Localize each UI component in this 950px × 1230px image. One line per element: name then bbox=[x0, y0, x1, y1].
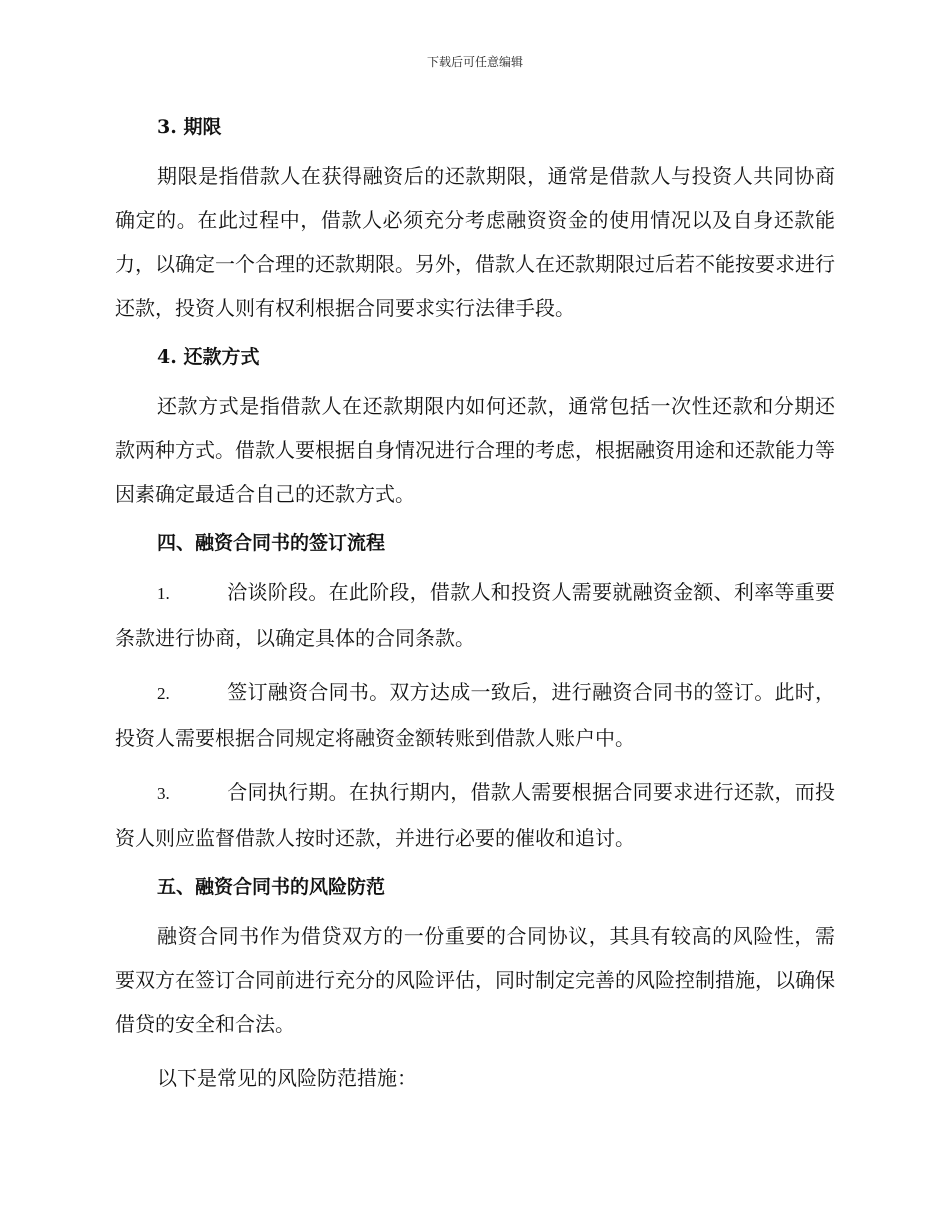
list-item-number: 2. bbox=[157, 684, 170, 703]
section-heading-risk-prevention: 五、融资合同书的风险防范 bbox=[157, 876, 386, 898]
list-item-number: 3. bbox=[157, 784, 170, 803]
section-heading-term: 3. 期限 bbox=[157, 116, 222, 138]
paragraph-risk: 融资合同书作为借贷双方的一份重要的合同协议，其具有较高的风险性，需要双方在签订合同前进行充分的风险评估，同时制定完善的风险控制措施，以确保借贷的安全和合法。 bbox=[115, 924, 835, 1036]
document-body bbox=[115, 110, 835, 1100]
list-item-text: 合同执行期。在执行期内，借款人需要根据合同要求进行还款，而投资人则应监督借款人按时还款，并进行必要的催收和追讨。 bbox=[115, 780, 835, 850]
list-item bbox=[115, 670, 835, 760]
list-item bbox=[115, 570, 835, 660]
list-item-text: 签订融资合同书。双方达成一致后，进行融资合同书的签订。此时，投资人需要根据合同规定将融资金额转账到借款人账户中。 bbox=[115, 680, 835, 750]
paragraph-term: 期限是指借款人在获得融资后的还款期限，通常是借款人与投资人共同协商确定的。在此过程中，借款人必须充分考虑融资资金的使用情况以及自身还款能力，以确定一个合理的还款期限。另外，借款人在还款期限过后若不能按要求进行还款，投资人则有权利根据合同要求实行法律手段。 bbox=[115, 164, 835, 320]
list-item-text: 洽谈阶段。在此阶段，借款人和投资人需要就融资金额、利率等重要条款进行协商，以确定具体的合同条款。 bbox=[115, 580, 835, 650]
list-item bbox=[115, 770, 835, 860]
list-item-number: 1. bbox=[157, 584, 170, 603]
paragraph-risk-intro: 以下是常见的风险防范措施： bbox=[157, 1066, 417, 1090]
page-header: 下载后可任意编辑 bbox=[426, 55, 523, 69]
paragraph-repayment: 还款方式是指借款人在还款期限内如何还款，通常包括一次性还款和分期还款两种方式。借款人要根据自身情况进行合理的考虑，根据融资用途和还款能力等因素确定最适合自己的还款方式。 bbox=[115, 394, 835, 506]
section-heading-signing-process: 四、融资合同书的签订流程 bbox=[157, 532, 386, 554]
section-heading-repayment: 4. 还款方式 bbox=[157, 346, 260, 368]
